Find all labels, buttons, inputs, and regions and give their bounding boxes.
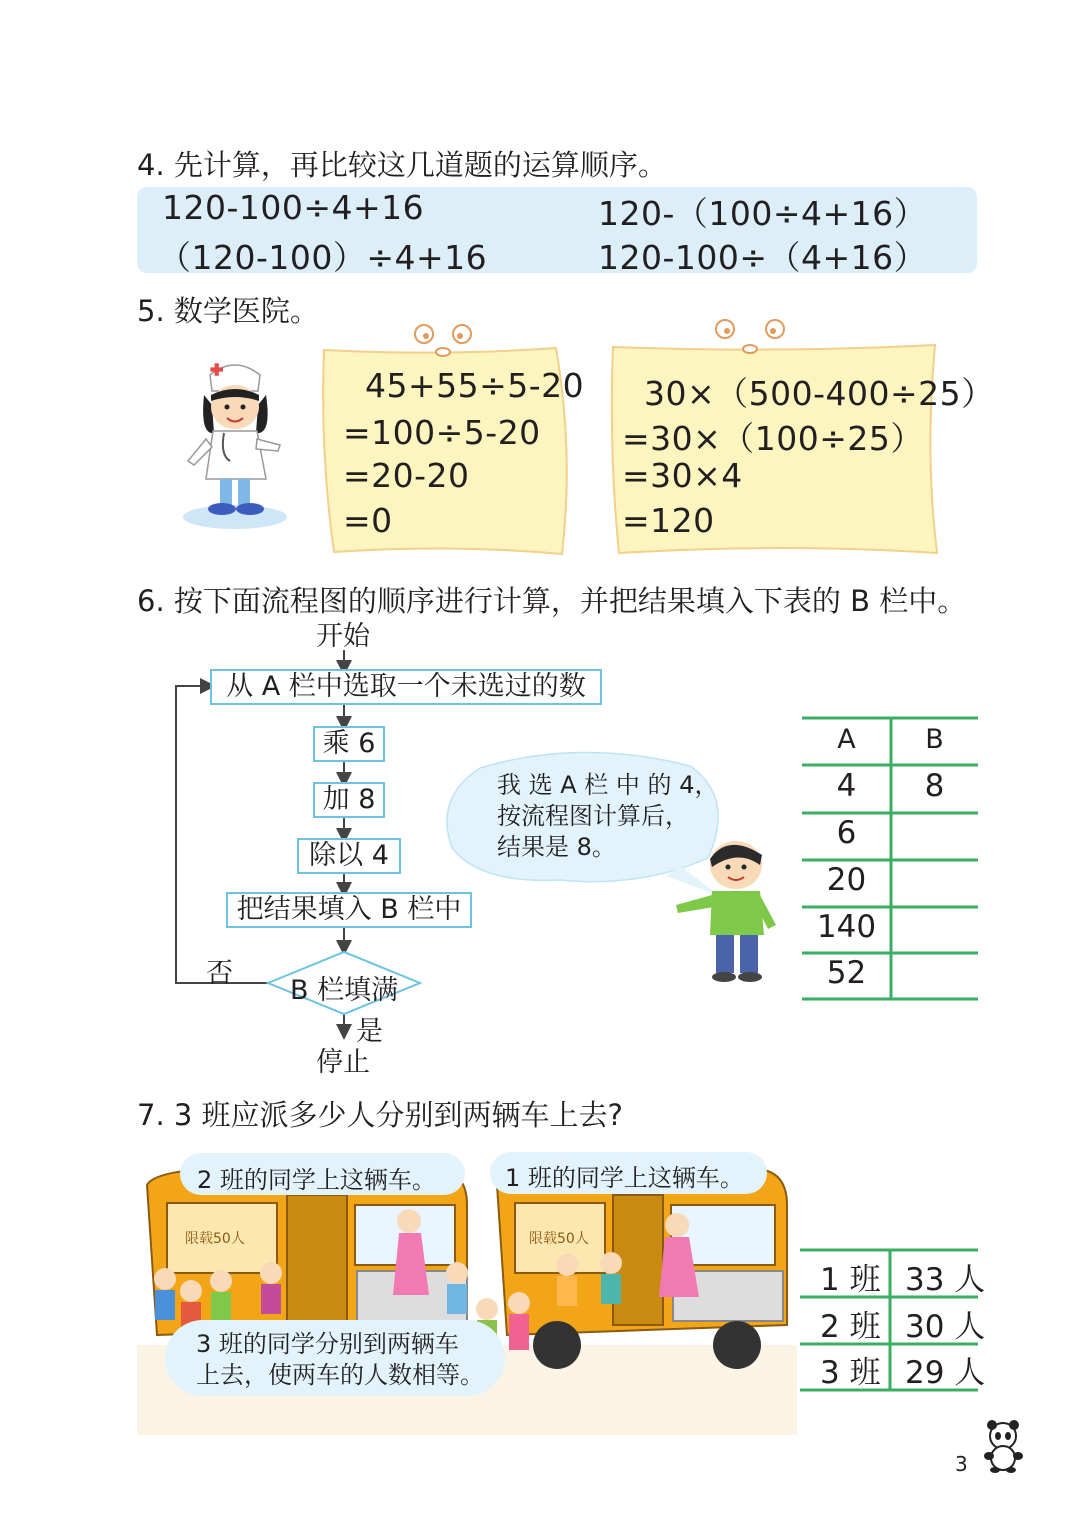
q5-right-line-4: =120: [622, 501, 715, 540]
bus-sign-right: 限载50人: [529, 1231, 589, 1247]
bubble-line-1: 我 选 A 栏 中 的 4，: [497, 771, 719, 799]
q6-title: 6. 按下面流程图的顺序进行计算，并把结果填入下表的 B 栏中。: [137, 584, 967, 618]
q5-right-line-3: =30×4: [622, 456, 743, 495]
table-header-b: B: [925, 724, 944, 755]
table-cell-b: 8: [924, 768, 945, 804]
flow-yes-label: 是: [356, 1016, 383, 1047]
flow-step-fill: 把结果填入 B 栏中: [226, 892, 472, 928]
table-cell-a: 20: [826, 862, 867, 898]
q5-left-line-1: 45+55÷5-20: [365, 366, 585, 405]
table-cell-a: 52: [826, 955, 867, 991]
bubble-text-class3: [196, 1329, 484, 1391]
bubble-line-2: 按流程图计算后，: [497, 802, 689, 830]
table-cell-a: 4: [836, 768, 857, 804]
table-cell-a: 6: [836, 815, 857, 851]
q4-expr-2: 120-（100÷4+16）: [598, 194, 928, 233]
class-count: 30 人: [905, 1309, 986, 1345]
q4-expr-1: 120-100÷4+16: [162, 188, 425, 227]
worried-face-icon: [716, 320, 784, 353]
flow-step-multiply: 乘 6: [313, 726, 385, 762]
q5-left-line-2: =100÷5-20: [343, 413, 541, 452]
class-name: 1 班: [820, 1262, 881, 1298]
q4-expr-4: 120-100÷（4+16）: [598, 238, 928, 277]
flow-decision-label: B 栏填满: [290, 975, 399, 1006]
flow-step-select: 从 A 栏中选取一个未选过的数: [210, 669, 602, 705]
bus-sign-left: 限载50人: [185, 1231, 245, 1247]
bubble-text-class2: 2 班的同学上这辆车。: [197, 1166, 436, 1194]
class-name: 3 班: [820, 1355, 881, 1391]
flow-step-add: 加 8: [313, 782, 385, 818]
class-name: 2 班: [820, 1309, 881, 1345]
q7-title: 7. 3 班应派多少人分别到两辆车上去?: [137, 1098, 623, 1132]
table-header-a: A: [837, 724, 856, 755]
boy-illustration: [668, 835, 786, 985]
q5-right-line-2: =30×（100÷25）: [622, 419, 924, 458]
bus-right: [497, 1167, 787, 1369]
flow-no-label: 否: [206, 958, 233, 989]
q4-expr-3: （120-100）÷4+16: [158, 238, 488, 277]
q5-left-line-3: =20-20: [343, 456, 470, 495]
q5-right-line-1: 30×（500-400÷25）: [644, 374, 995, 413]
bubble-text-class1: 1 班的同学上这辆车。: [505, 1164, 744, 1192]
table-cell-a: 140: [816, 909, 877, 945]
doctor-illustration: [180, 355, 300, 535]
q4-title: 4. 先计算，再比较这几道题的运算顺序。: [137, 148, 667, 182]
flow-stop: 停止: [316, 1047, 370, 1078]
q5-left-line-4: =0: [343, 501, 393, 540]
q5-title: 5. 数学医院。: [137, 294, 319, 328]
flow-step-divide: 除以 4: [297, 838, 401, 874]
bubble-class3-line-2: 上去，使两车的人数相等。: [196, 1361, 484, 1389]
bubble-class3-line-1: 3 班的同学分别到两辆车: [196, 1330, 459, 1358]
bubble-line-3: 结果是 8。: [497, 833, 616, 861]
flow-start: 开始: [316, 621, 370, 652]
page-number: 3: [955, 1452, 968, 1476]
panda-icon: [980, 1418, 1026, 1474]
class-count: 29 人: [905, 1355, 986, 1391]
class-count: 33 人: [905, 1262, 986, 1298]
